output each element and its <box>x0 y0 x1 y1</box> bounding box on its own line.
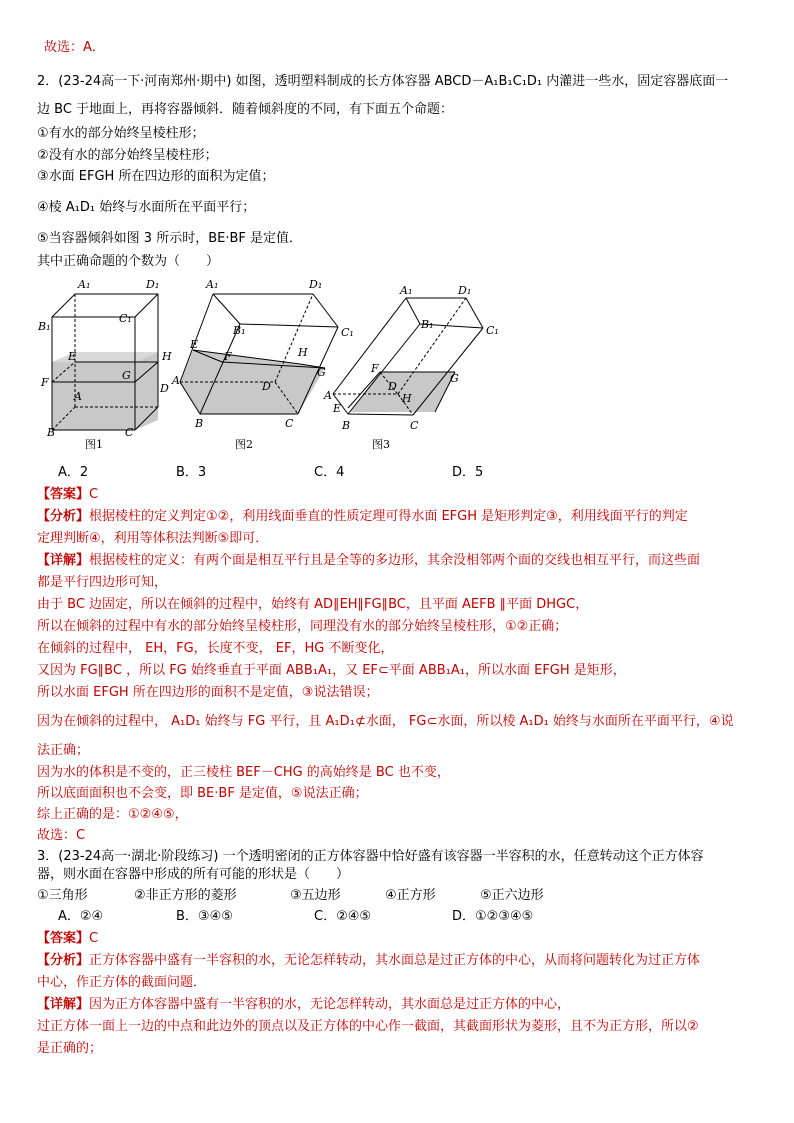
fig3-label-F: F <box>371 362 379 375</box>
q2-detail-line5: 在倾斜的过程中， EH，FG，长度不变， EF，HG 不断变化， <box>37 641 394 656</box>
fig1-label-A: A <box>74 390 82 403</box>
q2-detail-line1: 【详解】根据棱柱的定义：有两个面是相互平行且是全等的多边形，其余没相邻两个面的交线也相互平行，而这些面 <box>37 553 701 568</box>
fig1-label-B: B <box>47 426 56 439</box>
fig1-label-B1: B₁ <box>38 320 51 333</box>
q2-answer: 【答案】C <box>37 487 99 502</box>
q2-detail-line10: 因为水的体积是不变的，正三棱柱 BEF－CHG 的高始终是 BC 也不变， <box>37 765 450 780</box>
fig1-label-C1: C₁ <box>119 312 132 325</box>
q2-proposition-3: ③水面 EFGH 所在四边形的面积为定值； <box>37 169 275 184</box>
q3-stem-line1: 3．(23-24高一·湖北·阶段练习) 一个透明密闭的正方体容器中恰好盛有该容器一半容积的水，任意转动这个正方体容 <box>37 849 704 864</box>
q2-option-c[interactable]: C．4 <box>314 465 345 480</box>
q2-stem-line2: 边 BC 于地面上，再将容器倾斜．随着倾斜度的不同，有下面五个命题： <box>37 102 454 117</box>
q2-stem-line1: 2．(23-24高一下·河南郑州·期中) 如图，透明塑料制成的长方体容器 ABCD－A₁B₁C₁D₁ 内灌进一些水，固定容器底面一 <box>37 74 729 89</box>
q3-shape-2: ②非正方形的菱形 <box>134 888 237 903</box>
figure-2-tilted <box>171 278 354 451</box>
q3-shape-5: ⑤正六边形 <box>480 888 544 903</box>
fig2-label-D: D <box>262 380 271 393</box>
q2-detail-line4: 所以在倾斜的过程中有水的部分始终呈棱柱形，同理没有水的部分始终呈棱柱形，①②正确； <box>37 619 568 634</box>
q2-detail-line13: 故选：C <box>37 828 86 843</box>
q2-proposition-1: ①有水的部分始终呈棱柱形； <box>37 126 205 141</box>
fig1-label-G: G <box>122 369 131 382</box>
q2-option-d[interactable]: D．5 <box>452 465 484 480</box>
fig2-label-A: A <box>172 374 180 387</box>
q3-option-a[interactable]: A．②④ <box>58 909 104 924</box>
fig1-label-E: E <box>68 350 77 363</box>
figure-1-cuboid <box>37 278 172 451</box>
q3-detail-line2: 过正方体一面上一边的中点和此边外的顶点以及正方体的中心作一截面，其截面形状为菱形，且不为正方形，所以② <box>37 1019 699 1034</box>
q2-option-b[interactable]: B．3 <box>176 465 207 480</box>
q2-detail-line12: 综上正确的是：①②④⑤， <box>37 807 188 822</box>
fig2-label-D1: D₁ <box>309 278 323 291</box>
q3-option-c[interactable]: C．②④⑤ <box>314 909 372 924</box>
q2-question: 其中正确命题的个数为（ ） <box>37 254 220 269</box>
q2-proposition-5: ⑤当容器倾斜如图 3 所示时，BE·BF 是定值． <box>37 231 302 246</box>
q2-detail-line2: 都是平行四边形可知， <box>37 575 168 590</box>
fig1-label-A1: A₁ <box>78 278 91 291</box>
q2-proposition-4: ④棱 A₁D₁ 始终与水面所在平面平行； <box>37 200 256 215</box>
fig1-caption: 图1 <box>85 438 103 451</box>
fig3-label-H: H <box>402 392 412 405</box>
fig3-label-D: D <box>388 380 397 393</box>
fig3-label-A: A <box>324 389 332 402</box>
fig2-label-H: H <box>298 346 308 359</box>
q2-detail-line6: 又因为 FG∥BC ，所以 FG 始终垂直于平面 ABB₁A₁，又 EF⊂平面 ABB₁A₁，所以水面 EFGH 是矩形， <box>37 663 626 678</box>
fig2-label-B: B <box>195 417 204 430</box>
q3-shape-4: ④正方形 <box>385 888 436 903</box>
figure-3-tilted <box>323 284 499 451</box>
fig1-label-F: F <box>41 376 49 389</box>
fig2-label-E: E <box>190 338 199 351</box>
q3-analysis-line1: 【分析】正方体容器中盛有一半容积的水，无论怎样转动，其水面总是过正方体的中心，从而将问题转化为过正方体 <box>37 953 701 968</box>
fig2-caption: 图2 <box>235 438 253 451</box>
fig2-label-A1: A₁ <box>206 278 219 291</box>
fig2-label-G: G <box>317 366 326 379</box>
fig2-label-B1: B₁ <box>233 324 246 337</box>
q3-option-b[interactable]: B．③④⑤ <box>176 909 233 924</box>
q3-shape-3: ③五边形 <box>290 888 341 903</box>
q3-detail-line1: 【详解】因为正方体容器中盛有一半容积的水，无论怎样转动，其水面总是过正方体的中心， <box>37 997 571 1012</box>
fig3-label-E: E <box>333 402 342 415</box>
q2-detail-line3: 由于 BC 边固定，所以在倾斜的过程中，始终有 AD∥EH∥FG∥BC，且平面 AEFB ∥平面 DHGC， <box>37 597 589 612</box>
q2-detail-line8: 因为在倾斜的过程中， A₁D₁ 始终与 FG 平行，且 A₁D₁⊄水面， FG⊂水面，所以棱 A₁D₁ 始终与水面所在平面平行，④说 <box>37 714 734 729</box>
q2-option-a[interactable]: A．2 <box>58 465 89 480</box>
q2-detail-line7: 所以水面 EFGH 所在四边形的面积不是定值，③说法错误； <box>37 685 379 700</box>
fig3-label-G: G <box>450 372 459 385</box>
fig2-label-C1: C₁ <box>341 326 354 339</box>
fig1-label-D: D <box>160 382 169 395</box>
q2-analysis-line1: 【分析】根据棱柱的定义判定①②，利用线面垂直的性质定理可得水面 EFGH 是矩形判定③，利用线面平行的判定 <box>37 509 688 524</box>
q2-detail-line11: 所以底面面积也不会变，即 BE·BF 是定值，⑤说法正确； <box>37 786 368 801</box>
q3-analysis-line2: 中心，作正方体的截面问题． <box>37 975 207 990</box>
q2-detail-line9: 法正确； <box>37 743 90 758</box>
fig1-label-H: H <box>162 350 172 363</box>
fig3-label-B1: B₁ <box>421 318 434 331</box>
q3-answer: 【答案】C <box>37 931 99 946</box>
previous-answer: 故选：A． <box>44 40 105 55</box>
fig3-label-D1: D₁ <box>458 284 472 297</box>
q3-detail-line3: 是正确的； <box>37 1041 103 1056</box>
q3-stem-line2: 器，则水面在容器中形成的所有可能的形状是（ ） <box>37 867 350 882</box>
fig1-label-C: C <box>125 426 134 439</box>
fig3-label-A1: A₁ <box>400 284 413 297</box>
fig3-label-C: C <box>410 419 419 432</box>
q3-option-d[interactable]: D．①②③④⑤ <box>452 909 534 924</box>
fig3-caption: 图3 <box>372 438 390 451</box>
q3-shape-1: ①三角形 <box>37 888 88 903</box>
fig3-label-C1: C₁ <box>486 324 499 337</box>
q2-proposition-2: ②没有水的部分始终呈棱柱形； <box>37 148 218 163</box>
q2-analysis-line2: 定理判断④，利用等体积法判断⑤即可． <box>37 531 269 546</box>
q2-figures <box>30 272 530 462</box>
fig2-label-F: F <box>224 350 232 363</box>
fig1-label-D1: D₁ <box>146 278 160 291</box>
fig3-label-B: B <box>342 419 351 432</box>
fig2-label-C: C <box>285 417 294 430</box>
